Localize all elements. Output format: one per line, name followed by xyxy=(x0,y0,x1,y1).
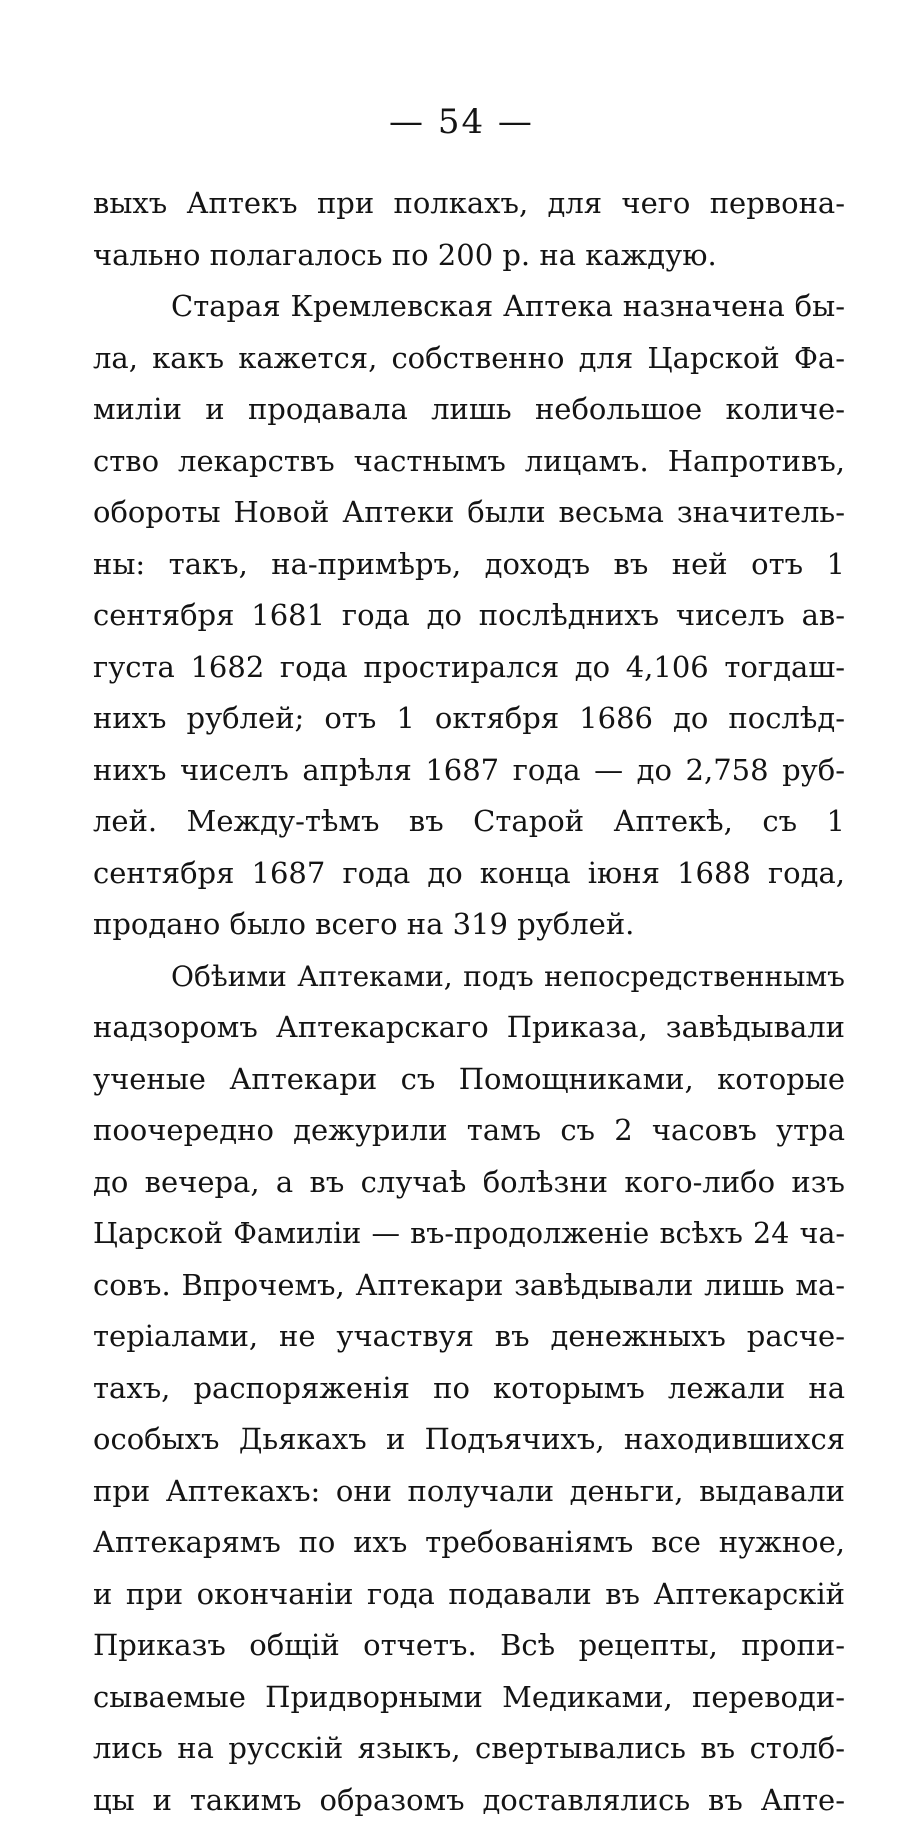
text-line: выхъ Аптекъ при полкахъ, для чего первона- xyxy=(93,178,845,230)
text-line: особыхъ Дьякахъ и Подъячихъ, находившихся xyxy=(93,1414,845,1466)
body-text xyxy=(93,178,845,1826)
page-number: — 54 — xyxy=(0,100,923,144)
text-line: ла, какъ кажется, собственно для Царской Фа- xyxy=(93,333,845,385)
text-line: Царской Фамиліи — въ-продолженіе всѣхъ 24 ча- xyxy=(93,1208,845,1260)
text-line: нихъ чиселъ апрѣля 1687 года — до 2,758 руб- xyxy=(93,745,845,797)
text-line: поочередно дежурили тамъ съ 2 часовъ утра xyxy=(93,1105,845,1157)
text-line: сываемые Придворными Медиками, переводи- xyxy=(93,1672,845,1724)
text-line: Приказъ общій отчетъ. Всѣ рецепты, пропи- xyxy=(93,1620,845,1672)
text-line: тахъ, распоряженія по которымъ лежали на xyxy=(93,1363,845,1415)
text-line: густа 1682 года простирался до 4,106 тогдаш- xyxy=(93,642,845,694)
text-line: сентября 1687 года до конца іюня 1688 года, xyxy=(93,848,845,900)
text-line: при Аптекахъ: они получали деньги, выдавали xyxy=(93,1466,845,1518)
text-line: совъ. Впрочемъ, Аптекари завѣдывали лишь ма- xyxy=(93,1260,845,1312)
text-line: продано было всего на 319 рублей. xyxy=(93,899,845,951)
text-line: лись на русскій языкъ, свертывались въ столб- xyxy=(93,1723,845,1775)
text-line: обороты Новой Аптеки были весьма значитель- xyxy=(93,487,845,539)
text-line: Аптекарямъ по ихъ требованіямъ все нужное, xyxy=(93,1517,845,1569)
text-line: и при окончаніи года подавали въ Аптекарскій xyxy=(93,1569,845,1621)
text-line: цы и такимъ образомъ доставлялись въ Апте- xyxy=(93,1775,845,1826)
text-line: сентября 1681 года до послѣднихъ чиселъ ав- xyxy=(93,590,845,642)
text-line: лей. Между-тѣмъ въ Старой Аптекѣ, съ 1 xyxy=(93,796,845,848)
text-line: миліи и продавала лишь небольшое количе- xyxy=(93,384,845,436)
text-line: теріалами, не участвуя въ денежныхъ расче- xyxy=(93,1311,845,1363)
paragraph-first-line: Старая Кремлевская Аптека назначена бы- xyxy=(93,281,845,333)
text-line: ны: такъ, на-примѣръ, доходъ въ ней отъ 1 xyxy=(93,539,845,591)
text-line: до вечера, а въ случаѣ болѣзни кого-либо изъ xyxy=(93,1157,845,1209)
text-line: нихъ рублей; отъ 1 октября 1686 до послѣд- xyxy=(93,693,845,745)
paragraph-first-line: Обѣими Аптеками, подъ непосредственнымъ xyxy=(93,951,845,1003)
text-line: надзоромъ Аптекарскаго Приказа, завѣдывали xyxy=(93,1002,845,1054)
text-line: чально полагалось по 200 р. на каждую. xyxy=(93,230,845,282)
text-line: ство лекарствъ частнымъ лицамъ. Напротивъ, xyxy=(93,436,845,488)
text-line: ученые Аптекари съ Помощниками, которые xyxy=(93,1054,845,1106)
